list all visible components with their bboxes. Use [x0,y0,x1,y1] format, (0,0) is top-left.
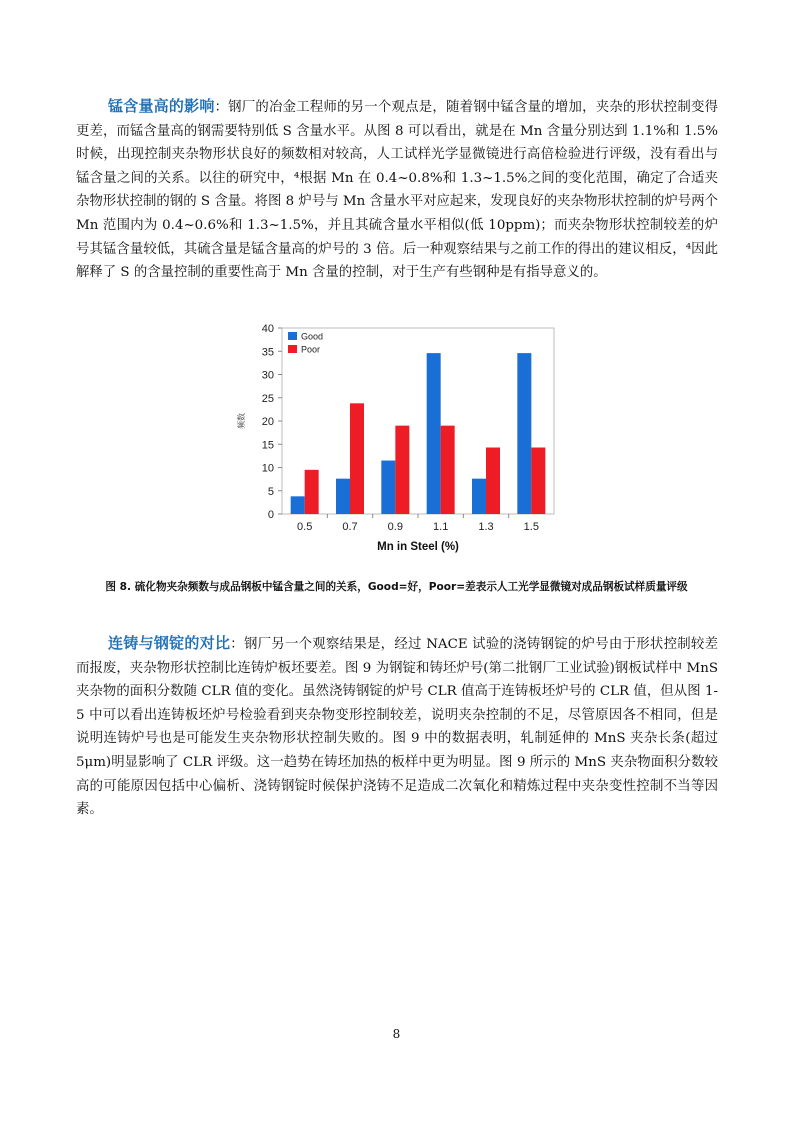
paragraph-body-casting: ：钢厂另一个观察结果是，经过 NACE 试验的浇铸钢锭的炉号由于形状控制较差而报废，夹杂物形状控制比连铸炉板坯要差。图 9 为钢锭和铸坯炉号(第二批钢厂工业试验)钢板试样中 MnS 夹杂物的面积分数随 CLR 值的变化。虽然浇铸钢锭的炉号 CLR 值高于连铸板坯炉号的 CLR 值，但从图 1-5 中可以看出连铸板坯炉号检验看到夹杂物变形控制较差，说明夹杂控制的不足，尽管原因各不相同，但是说明连铸炉号也是可能发生夹杂物形状控制失败的。图 9 中的数据表明，轧制延伸的 MnS 夹杂长条(超过 5μm)明显影响了 CLR 评级。这一趋势在铸坯加热的板样中更为明显。图 9 所示的 MnS 夹杂物面积分数较高的可能原因包括中心偏析、浇铸钢锭时候保护浇铸不足造成二次氧化和精炼过程中夹杂变性控制不当等因素。 [76,637,718,818]
bar-chart-mn [230,316,570,556]
x-axis-label: Mn in Steel (%) [377,541,459,553]
bar-poor [305,470,319,514]
y-tick-label: 25 [261,392,274,405]
legend-label-good: Good [301,331,324,342]
y-tick-label: 10 [261,462,274,475]
bar-poor [486,448,500,514]
legend-swatch-good [288,332,297,340]
legend-swatch-poor [288,345,297,353]
paragraph-mn-effect [76,95,718,285]
y-tick-label: 0 [267,509,274,521]
y-tick-label: 20 [261,416,274,428]
bar-good [291,496,305,514]
y-tick-label: 5 [267,485,274,498]
y-tick-label: 40 [261,323,274,335]
y-tick-label: 30 [261,369,274,382]
x-tick-label: 0.9 [387,521,403,533]
bar-good [381,461,395,514]
legend-label-poor: Poor [301,344,321,355]
section-heading-casting: 连铸与钢锭的对比 [108,634,231,652]
bar-poor [395,426,409,514]
bar-good [472,479,486,514]
x-tick-label: 0.7 [342,521,358,533]
y-tick-label: 35 [261,346,274,359]
bar-good [336,479,350,514]
plot-frame [282,328,554,514]
y-axis-label: 频数 [237,413,246,429]
x-tick-label: 1.1 [433,521,449,533]
paragraph-body-mn: ：钢厂的冶金工程师的另一个观点是，随着钢中锰含量的增加，夹杂的形状控制变得更差，而锰含量高的钢需要特别低 S 含量水平。从图 8 可以看出，就是在 Mn 含量分别达到 1.1%和 1.5%时候，出现控制夹杂物形状良好的频数相对较高，人工试样光学显微镜进行高倍检验进行评级，没有看出与锰含量之间的关系。以往的研究中，⁴根据 Mn 在 0.4~0.8%和 1.3~1.5%之间的变化范围，确定了合适夹杂物形状控制的钢的 S 含量。将图 8 炉号与 Mn 含量水平对应起来，发现良好的夹杂物形状控制的炉号两个 Mn 范围内为 0.4~0.6%和 1.3~1.5%，并且其硫含量水平相似(低 10ppm)；而夹杂物形状控制较差的炉号其锰含量较低，其硫含量是锰含量高的炉号的 3 倍。后一种观察结果与之前工作的得出的建议相反，⁴因此解释了 S 的含量控制的重要性高于 Mn 含量的控制，对于生产有些钢种是有指导意义的。 [76,100,718,281]
x-tick-label: 0.5 [297,521,313,533]
bar-good [517,353,531,514]
figure-caption: 图 8. 硫化物夹杂频数与成品钢板中锰含量之间的关系，Good=好，Poor=差表示人工光学显微镜对成品钢板试样质量评级 [105,581,688,593]
paragraph-casting-comparison [76,632,718,822]
bar-poor [350,403,364,514]
y-tick-label: 15 [261,439,274,452]
bar-poor [441,426,455,514]
x-tick-label: 1.3 [478,521,494,533]
x-tick-label: 1.5 [523,521,539,533]
section-heading-mn: 锰含量高的影响 [108,97,215,115]
bar-poor [531,448,545,514]
page-number: 8 [392,1027,401,1041]
bar-good [427,353,441,514]
